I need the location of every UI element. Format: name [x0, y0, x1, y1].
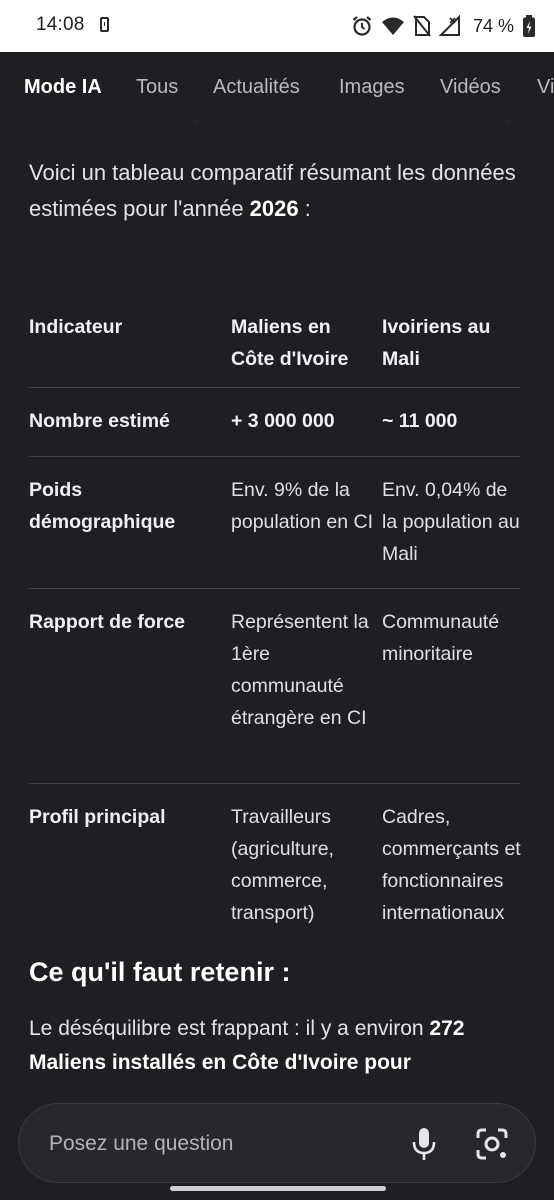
table-row: [29, 784, 520, 964]
row-label: Nombre estimé: [29, 410, 170, 432]
no-sim-icon: [413, 15, 431, 37]
tab-more[interactable]: Vi: [537, 76, 554, 98]
status-time: 14:08: [36, 14, 85, 35]
row-value-maliens: Travailleurs (agriculture, commerce, transport): [231, 806, 334, 924]
row-label: Poids démographique: [29, 479, 176, 533]
table-row: [29, 457, 520, 589]
home-indicator: [170, 1186, 386, 1191]
intro-paragraph: [29, 155, 529, 227]
mic-icon[interactable]: [409, 1126, 439, 1162]
search-app: [0, 52, 554, 1200]
tab-videos[interactable]: Vidéos: [440, 76, 501, 98]
search-tabs: [0, 52, 554, 124]
battery-icon: [522, 14, 536, 38]
row-value-ivoiriens: ~ 11 000: [382, 410, 458, 432]
question-input[interactable]: [47, 1126, 391, 1162]
row-value-maliens: + 3 000 000: [231, 410, 335, 432]
lens-icon[interactable]: [474, 1126, 510, 1162]
tab-mode-ia[interactable]: Mode IA: [24, 76, 102, 98]
table-header-row: [29, 257, 520, 388]
row-label: Rapport de force: [29, 611, 186, 633]
tab-images[interactable]: Images: [339, 76, 405, 98]
row-value-maliens: Représentent la 1ère communauté étrangère en CI: [231, 611, 369, 729]
header-maliens: Maliens en Côte d'Ivoire: [231, 316, 349, 370]
tab-actualites[interactable]: Actualités: [213, 76, 300, 98]
table-row: [29, 388, 520, 457]
row-value-ivoiriens: Env. 0,04% de la population au Mali: [382, 479, 520, 565]
screenshot-notification-icon: [100, 17, 109, 32]
header-ivoiriens: Ivoiriens au Mali: [382, 316, 491, 370]
status-bar: [0, 0, 554, 52]
summary-text: Le déséquilibre est frappant : il y a environ: [29, 1017, 430, 1040]
section-title: Ce qu'il faut retenir :: [29, 957, 291, 987]
comparison-table: [29, 257, 520, 964]
row-value-ivoiriens: Communauté minoritaire: [382, 611, 500, 665]
tab-tous[interactable]: Tous: [136, 76, 179, 98]
signal-icon: [439, 15, 461, 37]
header-indicateur: Indicateur: [29, 316, 123, 338]
row-value-ivoiriens: Cadres, commerçants et fonctionnaires internationaux: [382, 806, 521, 924]
intro-year: 2026: [249, 196, 299, 221]
alarm-icon: [351, 15, 373, 37]
summary-bold: 272 Maliens installés en Côte d'Ivoire pour: [29, 1017, 465, 1074]
ask-bar: [18, 1103, 536, 1183]
status-icons: [351, 12, 536, 40]
row-value-maliens: Env. 9% de la population en CI: [231, 479, 374, 533]
intro-text: Voici un tableau comparatif résumant les données estimées pour l'année: [29, 160, 516, 221]
summary-paragraph: [29, 1012, 529, 1080]
collapsed-card-edge: [192, 114, 512, 124]
row-label: Profil principal: [29, 806, 166, 828]
battery-percent: 74 %: [472, 15, 514, 36]
intro-suffix: :: [298, 196, 311, 221]
table-row: [29, 589, 520, 784]
wifi-icon: [381, 16, 405, 36]
